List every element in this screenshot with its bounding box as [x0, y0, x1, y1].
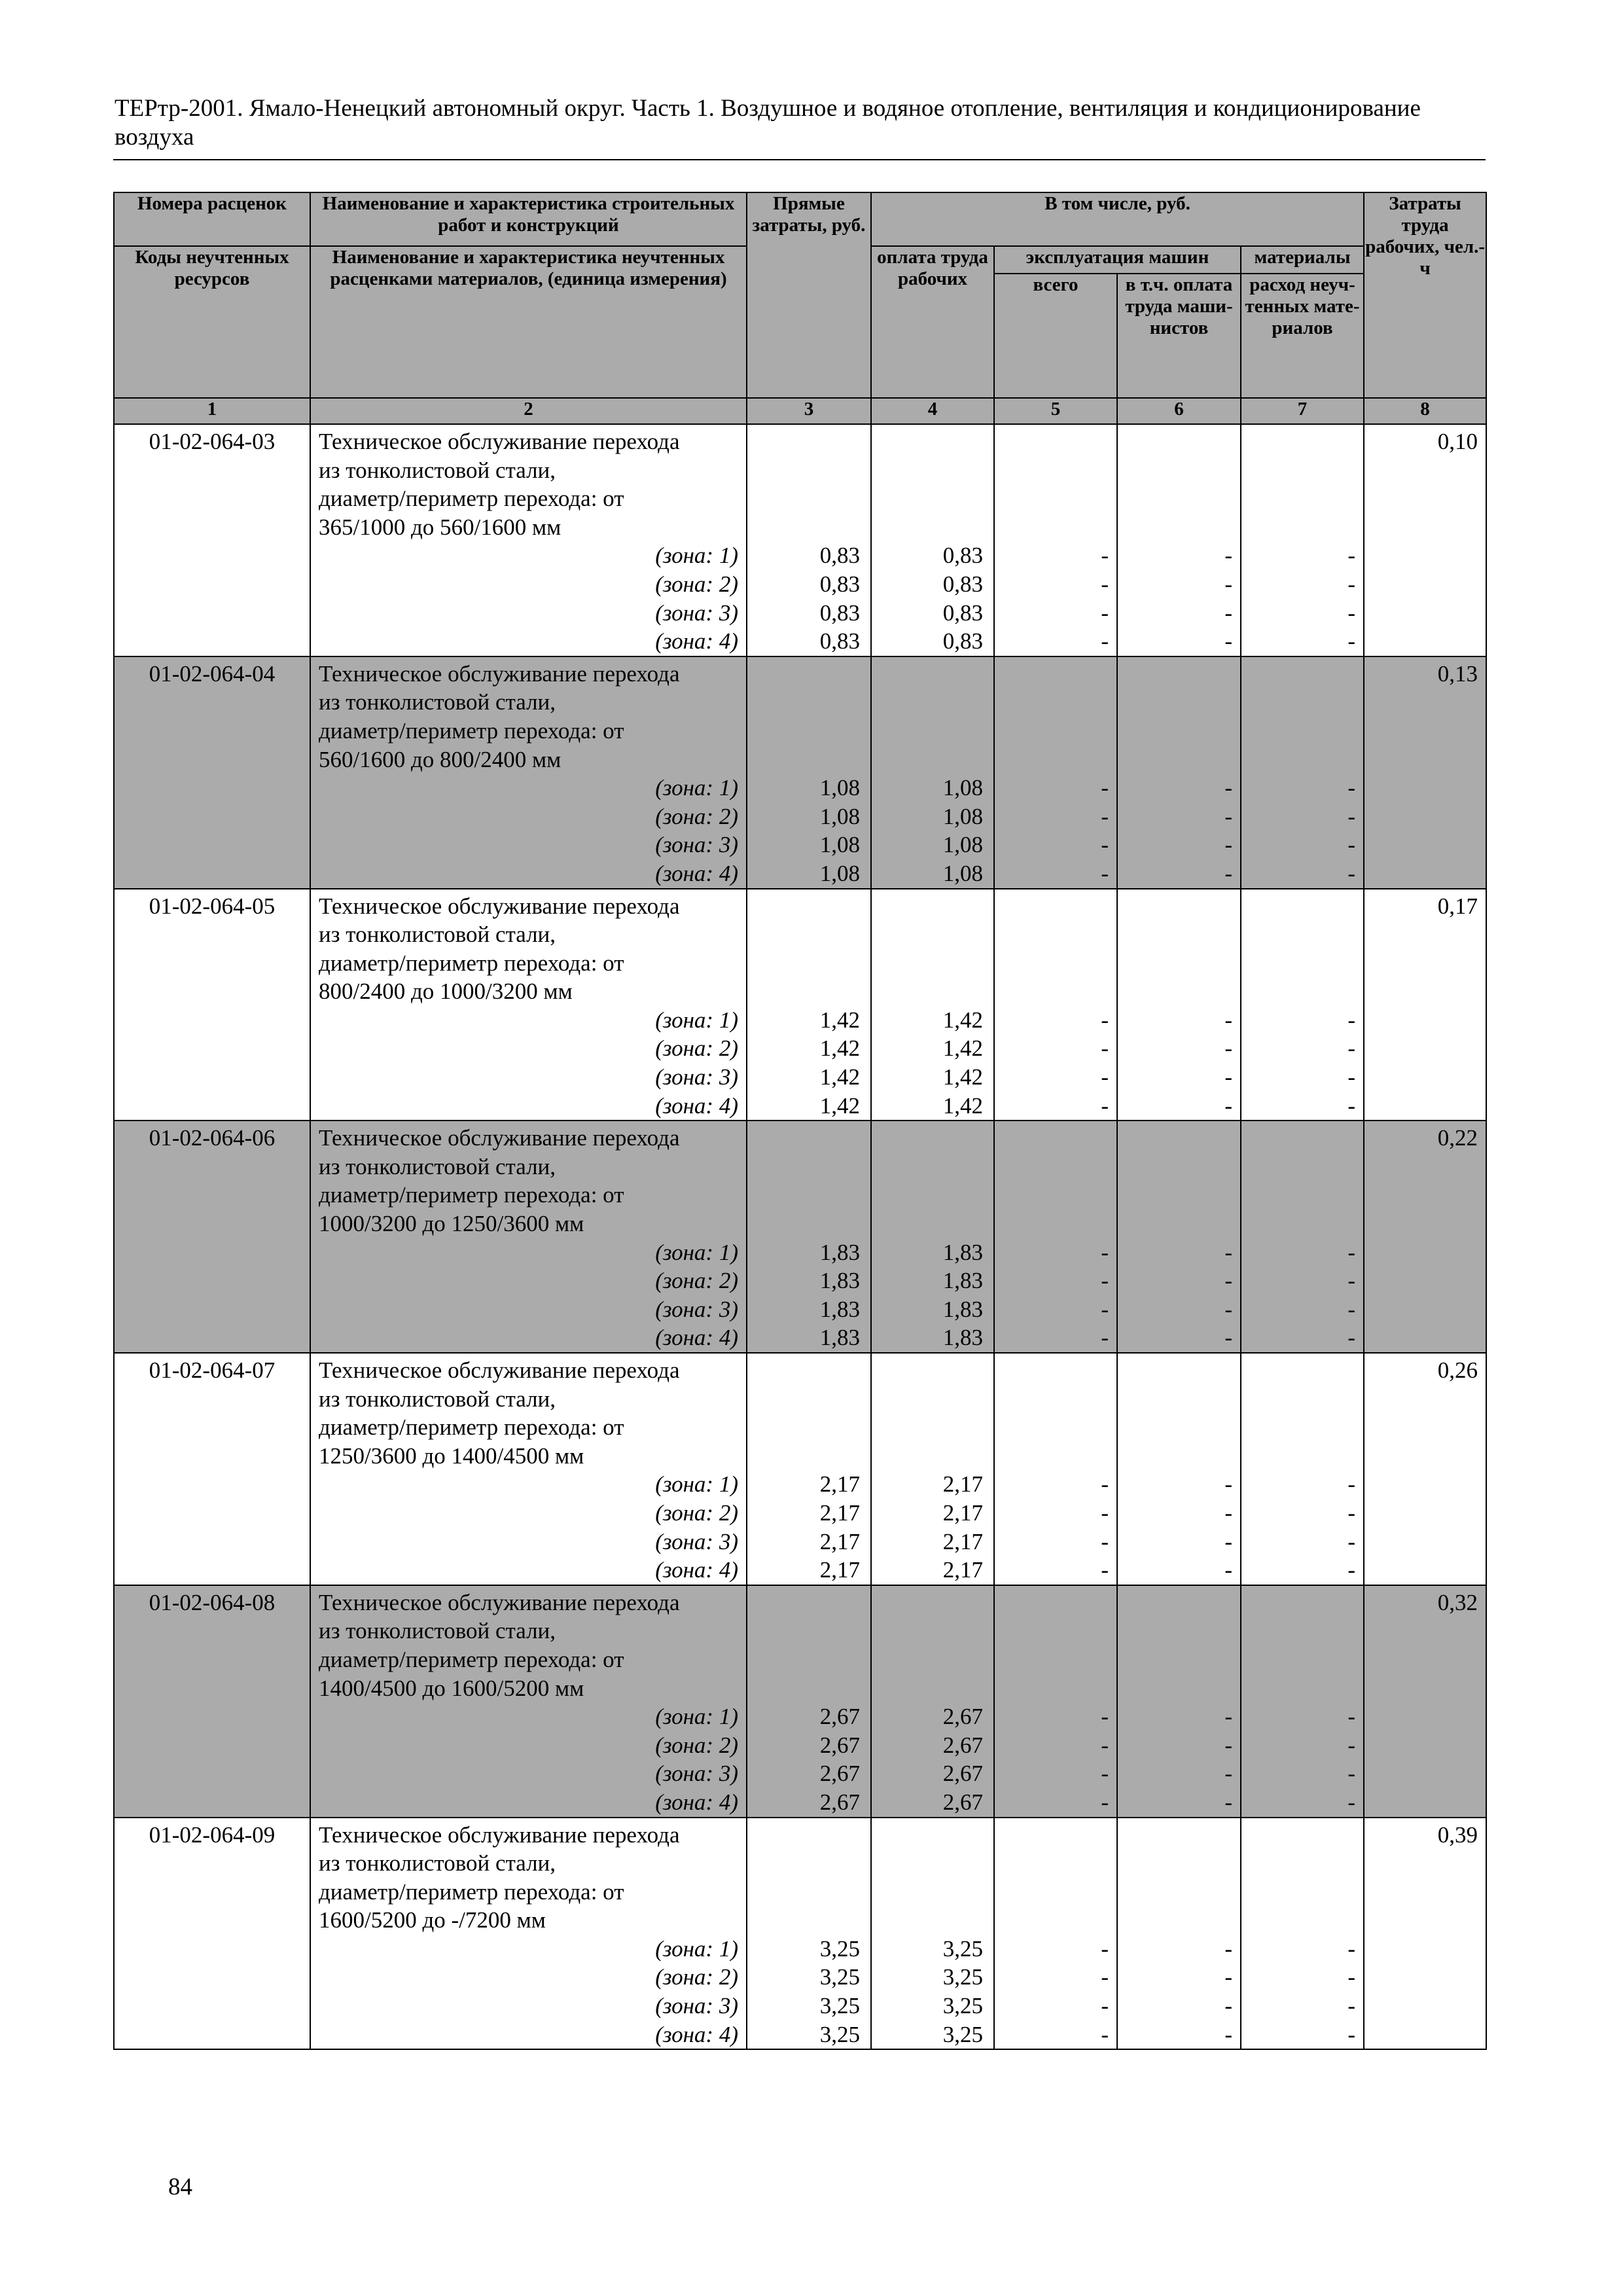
zone-label: (зона: 4) — [655, 1557, 738, 1583]
zone-label: (зона: 2) — [655, 1964, 738, 1990]
direct-cost-value: 1,42 — [819, 1064, 860, 1090]
description-line: диаметр/периметр перехода: от — [319, 950, 624, 976]
worker-wage-value: 2,17 — [942, 1557, 983, 1583]
labor-costs — [1364, 1121, 1486, 1353]
machinist-wage-value: - — [1224, 1239, 1232, 1265]
column-number: 2 — [310, 398, 747, 424]
zone-label: (зона: 1) — [655, 1239, 738, 1265]
machines-total-value: - — [1101, 1528, 1109, 1554]
header-work-name: Наименование и характеристика строительных работ и конструкций — [310, 192, 747, 246]
worker-wage-value: 2,67 — [942, 1732, 983, 1758]
machinist-wage-value: - — [1224, 1732, 1232, 1758]
labor-costs-value: 0,22 — [1437, 1125, 1478, 1151]
material-consumption-value: - — [1347, 628, 1356, 655]
worker-wage-value: 1,42 — [942, 1064, 983, 1090]
labor-costs-value: 0,26 — [1437, 1357, 1478, 1383]
direct-cost-value: 2,67 — [819, 1704, 860, 1730]
labor-costs — [1364, 656, 1486, 889]
header-machines: эксплуатация машин — [994, 246, 1241, 274]
column-number: 3 — [747, 398, 871, 424]
description-line: диаметр/периметр перехода: от — [319, 717, 624, 744]
description-line: Техническое обслуживание перехода — [319, 1589, 680, 1615]
machines-total-value: - — [1101, 1704, 1109, 1730]
material-consumption-value: - — [1347, 1239, 1356, 1265]
machinist-wage — [1117, 1585, 1241, 1818]
rate-code — [114, 424, 310, 656]
material-consumption-value: - — [1347, 1007, 1356, 1033]
rate-code — [114, 1121, 310, 1353]
machinist-wage-value: - — [1224, 1035, 1232, 1062]
description-line: из тонколистовой стали, — [319, 922, 556, 948]
rate-description — [310, 1818, 747, 2050]
direct-costs — [747, 1121, 871, 1353]
machines-total-value: - — [1101, 543, 1109, 569]
machinist-wage — [1117, 1121, 1241, 1353]
labor-costs — [1364, 1353, 1486, 1585]
machinist-wage-value: - — [1224, 803, 1232, 829]
header-labor-costs: Затраты труда рабочих, чел.-ч — [1364, 192, 1486, 398]
description-line: Техническое обслуживание перехода — [319, 1125, 680, 1151]
zone-label: (зона: 4) — [655, 860, 738, 886]
direct-cost-value: 3,25 — [819, 1993, 860, 2019]
machines-total-value: - — [1101, 1761, 1109, 1787]
direct-cost-value: 2,17 — [819, 1499, 860, 1526]
machinist-wage-value: - — [1224, 1325, 1232, 1351]
zone-label: (зона: 4) — [655, 1789, 738, 1815]
material-consumption-value: - — [1347, 1064, 1356, 1090]
material-consumption-value: - — [1347, 1964, 1356, 1990]
direct-costs — [747, 1818, 871, 2050]
machinist-wage-value: - — [1224, 1268, 1232, 1294]
material-consumption — [1241, 1818, 1364, 2050]
labor-costs — [1364, 1818, 1486, 2050]
description-line: 560/1600 до 800/2400 мм — [319, 746, 562, 772]
header-including: В том числе, руб. — [871, 192, 1364, 246]
worker-wage-value: 1,08 — [942, 803, 983, 829]
worker-wage — [871, 1585, 994, 1818]
zone-label: (зона: 2) — [655, 1035, 738, 1062]
machinist-wage-value: - — [1224, 1993, 1232, 2019]
worker-wage-value: 1,83 — [942, 1268, 983, 1294]
material-consumption — [1241, 1121, 1364, 1353]
machines-total-value: - — [1101, 571, 1109, 597]
material-consumption-value: - — [1347, 1789, 1356, 1815]
direct-cost-value: 1,83 — [819, 1325, 860, 1351]
zone-label: (зона: 1) — [655, 775, 738, 801]
description-line: 800/2400 до 1000/3200 мм — [319, 978, 573, 1005]
direct-cost-value: 2,17 — [819, 1557, 860, 1583]
column-number: 7 — [1241, 398, 1364, 424]
material-consumption-value: - — [1347, 1704, 1356, 1730]
direct-cost-value: 1,42 — [819, 1035, 860, 1062]
material-consumption-value: - — [1347, 1092, 1356, 1119]
labor-costs — [1364, 424, 1486, 656]
rate-description — [310, 656, 747, 889]
description-line: диаметр/периметр перехода: от — [319, 1646, 624, 1672]
direct-cost-value: 2,67 — [819, 1732, 860, 1758]
table-row — [114, 889, 1486, 1121]
direct-cost-value: 0,83 — [819, 571, 860, 597]
machines-total-value: - — [1101, 1557, 1109, 1583]
material-consumption-value: - — [1347, 860, 1356, 886]
description-line: 1250/3600 до 1400/4500 мм — [319, 1443, 584, 1469]
material-consumption-value: - — [1347, 803, 1356, 829]
direct-cost-value: 0,83 — [819, 600, 860, 626]
machines-total — [994, 1353, 1117, 1585]
zone-label: (зона: 4) — [655, 1092, 738, 1119]
material-consumption-value: - — [1347, 600, 1356, 626]
direct-cost-value: 1,42 — [819, 1092, 860, 1119]
direct-cost-value: 3,25 — [819, 2021, 860, 2047]
column-number: 6 — [1117, 398, 1241, 424]
material-consumption-value: - — [1347, 775, 1356, 801]
zone-label: (зона: 2) — [655, 803, 738, 829]
header-material-name: Наименование и характеристика неучтенных расценками материалов, (единица измерения) — [310, 246, 747, 398]
rate-code-text: 01-02-064-03 — [149, 429, 276, 454]
worker-wage-value: 2,67 — [942, 1704, 983, 1730]
machines-total — [994, 424, 1117, 656]
material-consumption-value: - — [1347, 1499, 1356, 1526]
zone-label: (зона: 4) — [655, 1325, 738, 1351]
machinist-wage-value: - — [1224, 600, 1232, 626]
description-line: из тонколистовой стали, — [319, 1386, 556, 1412]
document-title: ТЕРтр-2001. Ямало-Ненецкий автономный округ. Часть 1. Воздушное и водяное отопление, вентиляция и кондиционирование воздуха — [115, 95, 1421, 151]
description-line: из тонколистовой стали, — [319, 689, 556, 715]
description-line: из тонколистовой стали, — [319, 1618, 556, 1644]
direct-cost-value: 3,25 — [819, 1964, 860, 1990]
worker-wage-value: 0,83 — [942, 628, 983, 655]
description-line: 1400/4500 до 1600/5200 мм — [319, 1675, 584, 1701]
machinist-wage-value: - — [1224, 628, 1232, 655]
direct-cost-value: 3,25 — [819, 1935, 860, 1962]
header-machinist-wage: в т.ч. оплата труда маши-нистов — [1117, 274, 1241, 398]
header-divider — [113, 159, 1486, 160]
zone-label: (зона: 3) — [655, 1064, 738, 1090]
worker-wage-value: 0,83 — [942, 600, 983, 626]
material-consumption — [1241, 424, 1364, 656]
direct-costs — [747, 1353, 871, 1585]
zone-label: (зона: 1) — [655, 543, 738, 569]
description-line: Техническое обслуживание перехода — [319, 1357, 680, 1383]
rate-code-text: 01-02-064-07 — [149, 1357, 276, 1383]
machines-total-value: - — [1101, 803, 1109, 829]
direct-costs — [747, 1585, 871, 1818]
rates-table-body — [114, 424, 1486, 2049]
description-line: 1000/3200 до 1250/3600 мм — [319, 1211, 584, 1237]
labor-costs-value: 0,13 — [1437, 660, 1478, 687]
machines-total — [994, 1818, 1117, 2050]
zone-label: (зона: 4) — [655, 628, 738, 655]
description-line: 365/1000 до 560/1600 мм — [319, 514, 562, 540]
machinist-wage-value: - — [1224, 832, 1232, 858]
zone-label: (зона: 3) — [655, 1528, 738, 1554]
worker-wage-value: 2,67 — [942, 1761, 983, 1787]
machinist-wage-value: - — [1224, 543, 1232, 569]
labor-costs-value: 0,32 — [1437, 1589, 1478, 1615]
worker-wage-value: 1,83 — [942, 1239, 983, 1265]
machines-total-value: - — [1101, 1789, 1109, 1815]
zone-label: (зона: 1) — [655, 1007, 738, 1033]
machines-total-value: - — [1101, 1007, 1109, 1033]
material-consumption — [1241, 1585, 1364, 1818]
material-consumption-value: - — [1347, 1732, 1356, 1758]
rate-code — [114, 1818, 310, 2050]
zone-label: (зона: 3) — [655, 1993, 738, 2019]
worker-wage-value: 1,42 — [942, 1035, 983, 1062]
rate-code-text: 01-02-064-06 — [149, 1125, 276, 1151]
machinist-wage-value: - — [1224, 1528, 1232, 1554]
machines-total-value: - — [1101, 600, 1109, 626]
worker-wage-value: 0,83 — [942, 543, 983, 569]
table-row — [114, 424, 1486, 656]
machinist-wage-value: - — [1224, 1471, 1232, 1498]
direct-cost-value: 0,83 — [819, 628, 860, 655]
description-line: 1600/5200 до -/7200 мм — [319, 1907, 546, 1933]
table-row — [114, 1585, 1486, 1818]
machines-total — [994, 889, 1117, 1121]
machines-total — [994, 1585, 1117, 1818]
labor-costs — [1364, 889, 1486, 1121]
worker-wage-value: 2,17 — [942, 1471, 983, 1498]
worker-wage — [871, 1353, 994, 1585]
column-number: 1 — [114, 398, 310, 424]
rate-code-text: 01-02-064-08 — [149, 1589, 276, 1615]
worker-wage-value: 1,08 — [942, 860, 983, 886]
description-line: Техническое обслуживание перехода — [319, 893, 680, 919]
machines-total-value: - — [1101, 1092, 1109, 1119]
machinist-wage-value: - — [1224, 1007, 1232, 1033]
material-consumption-value: - — [1347, 571, 1356, 597]
description-line: диаметр/периметр перехода: от — [319, 1182, 624, 1208]
zone-label: (зона: 3) — [655, 1296, 738, 1322]
material-consumption-value: - — [1347, 1325, 1356, 1351]
direct-cost-value: 1,08 — [819, 860, 860, 886]
machines-total-value: - — [1101, 1993, 1109, 2019]
table-row — [114, 1121, 1486, 1353]
worker-wage — [871, 1818, 994, 2050]
machines-total-value: - — [1101, 1499, 1109, 1526]
zone-label: (зона: 2) — [655, 571, 738, 597]
direct-cost-value: 2,17 — [819, 1528, 860, 1554]
worker-wage — [871, 889, 994, 1121]
header-worker-wage: оплата труда рабочих — [871, 246, 994, 398]
rate-code — [114, 656, 310, 889]
direct-cost-value: 0,83 — [819, 543, 860, 569]
machines-total-value: - — [1101, 832, 1109, 858]
labor-costs — [1364, 1585, 1486, 1818]
description-line: диаметр/периметр перехода: от — [319, 486, 624, 512]
worker-wage-value: 1,83 — [942, 1296, 983, 1322]
machines-total — [994, 656, 1117, 889]
worker-wage-value: 1,42 — [942, 1007, 983, 1033]
worker-wage-value: 0,83 — [942, 571, 983, 597]
zone-label: (зона: 4) — [655, 2021, 738, 2047]
page-number: 84 — [168, 2174, 192, 2200]
zone-label: (зона: 3) — [655, 1761, 738, 1787]
material-consumption-value: - — [1347, 1268, 1356, 1294]
material-consumption-value: - — [1347, 1557, 1356, 1583]
description-line: Техническое обслуживание перехода — [319, 429, 680, 454]
rate-code — [114, 889, 310, 1121]
direct-cost-value: 1,08 — [819, 803, 860, 829]
table-row — [114, 656, 1486, 889]
material-consumption — [1241, 656, 1364, 889]
rate-code-text: 01-02-064-09 — [149, 1821, 276, 1848]
worker-wage — [871, 656, 994, 889]
material-consumption — [1241, 889, 1364, 1121]
machines-total-value: - — [1101, 1964, 1109, 1990]
worker-wage-value: 1,83 — [942, 1325, 983, 1351]
machines-total-value: - — [1101, 2021, 1109, 2047]
column-number: 4 — [871, 398, 994, 424]
description-line: из тонколистовой стали, — [319, 457, 556, 483]
machinist-wage — [1117, 889, 1241, 1121]
machinist-wage — [1117, 1818, 1241, 2050]
direct-cost-value: 1,83 — [819, 1296, 860, 1322]
rate-description — [310, 889, 747, 1121]
zone-label: (зона: 2) — [655, 1499, 738, 1526]
material-consumption-value: - — [1347, 2021, 1356, 2047]
zone-label: (зона: 1) — [655, 1471, 738, 1498]
worker-wage-value: 1,08 — [942, 832, 983, 858]
material-consumption — [1241, 1353, 1364, 1585]
rate-code — [114, 1353, 310, 1585]
direct-cost-value: 1,08 — [819, 832, 860, 858]
worker-wage-value: 2,17 — [942, 1528, 983, 1554]
machines-total-value: - — [1101, 1268, 1109, 1294]
machines-total-value: - — [1101, 775, 1109, 801]
material-consumption-value: - — [1347, 832, 1356, 858]
header-material-consumption: расход неуч-тенных мате-риалов — [1241, 274, 1364, 398]
machinist-wage — [1117, 656, 1241, 889]
zone-label: (зона: 3) — [655, 600, 738, 626]
machinist-wage-value: - — [1224, 1789, 1232, 1815]
header-rate-numbers: Номера расценок — [114, 192, 310, 246]
material-consumption-value: - — [1347, 543, 1356, 569]
material-consumption-value: - — [1347, 1761, 1356, 1787]
machinist-wage-value: - — [1224, 571, 1232, 597]
machines-total-value: - — [1101, 1064, 1109, 1090]
rate-code — [114, 1585, 310, 1818]
machines-total — [994, 1121, 1117, 1353]
worker-wage-value: 3,25 — [942, 1993, 983, 2019]
header-materials: материалы — [1241, 246, 1364, 274]
direct-cost-value: 1,42 — [819, 1007, 860, 1033]
machines-total-value: - — [1101, 1239, 1109, 1265]
machinist-wage-value: - — [1224, 1296, 1232, 1322]
direct-cost-value: 2,17 — [819, 1471, 860, 1498]
worker-wage — [871, 1121, 994, 1353]
direct-costs — [747, 424, 871, 656]
machines-total-value: - — [1101, 1732, 1109, 1758]
machinist-wage-value: - — [1224, 860, 1232, 886]
zone-label: (зона: 1) — [655, 1935, 738, 1962]
zone-label: (зона: 2) — [655, 1268, 738, 1294]
machinist-wage-value: - — [1224, 1761, 1232, 1787]
direct-cost-value: 1,08 — [819, 775, 860, 801]
machinist-wage-value: - — [1224, 775, 1232, 801]
machines-total-value: - — [1101, 860, 1109, 886]
description-line: диаметр/периметр перехода: от — [319, 1414, 624, 1441]
machinist-wage-value: - — [1224, 1935, 1232, 1962]
machines-total-value: - — [1101, 1935, 1109, 1962]
rate-description — [310, 1121, 747, 1353]
machinist-wage-value: - — [1224, 1557, 1232, 1583]
material-consumption-value: - — [1347, 1296, 1356, 1322]
machinist-wage-value: - — [1224, 1704, 1232, 1730]
description-line: из тонколистовой стали, — [319, 1153, 556, 1179]
description-line: Техническое обслуживание перехода — [319, 660, 680, 687]
header-direct-costs: Прямые затраты, руб. — [747, 192, 871, 398]
description-line: из тонколистовой стали, — [319, 1850, 556, 1876]
labor-costs-value: 0,39 — [1437, 1821, 1478, 1848]
column-number: 5 — [994, 398, 1117, 424]
direct-cost-value: 1,83 — [819, 1268, 860, 1294]
worker-wage-value: 2,67 — [942, 1789, 983, 1815]
rate-description — [310, 424, 747, 656]
worker-wage — [871, 424, 994, 656]
worker-wage-value: 3,25 — [942, 1964, 983, 1990]
description-line: диаметр/периметр перехода: от — [319, 1878, 624, 1905]
direct-costs — [747, 889, 871, 1121]
column-number: 8 — [1364, 398, 1486, 424]
labor-costs-value: 0,10 — [1437, 429, 1478, 454]
zone-label: (зона: 1) — [655, 1704, 738, 1730]
zone-label: (зона: 3) — [655, 832, 738, 858]
worker-wage-value: 2,17 — [942, 1499, 983, 1526]
machinist-wage-value: - — [1224, 1064, 1232, 1090]
direct-costs — [747, 656, 871, 889]
machines-total-value: - — [1101, 1296, 1109, 1322]
table-row — [114, 1353, 1486, 1585]
labor-costs-value: 0,17 — [1437, 893, 1478, 919]
machinist-wage-value: - — [1224, 1964, 1232, 1990]
header-resource-codes: Коды неучтенных ресурсов — [114, 246, 310, 398]
machines-total-value: - — [1101, 1035, 1109, 1062]
machinist-wage — [1117, 1353, 1241, 1585]
machines-total-value: - — [1101, 1325, 1109, 1351]
direct-cost-value: 2,67 — [819, 1789, 860, 1815]
material-consumption-value: - — [1347, 1993, 1356, 2019]
machines-total-value: - — [1101, 1471, 1109, 1498]
machinist-wage-value: - — [1224, 1092, 1232, 1119]
rates-table — [113, 192, 1487, 2050]
material-consumption-value: - — [1347, 1471, 1356, 1498]
machines-total-value: - — [1101, 628, 1109, 655]
direct-cost-value: 1,83 — [819, 1239, 860, 1265]
worker-wage-value: 1,08 — [942, 775, 983, 801]
table-row — [114, 1818, 1486, 2050]
material-consumption-value: - — [1347, 1035, 1356, 1062]
worker-wage-value: 3,25 — [942, 1935, 983, 1962]
material-consumption-value: - — [1347, 1528, 1356, 1554]
machinist-wage — [1117, 424, 1241, 656]
header-machines-total: всего — [994, 274, 1117, 398]
direct-cost-value: 2,67 — [819, 1761, 860, 1787]
rate-code-text: 01-02-064-04 — [149, 660, 276, 687]
description-line: Техническое обслуживание перехода — [319, 1821, 680, 1848]
worker-wage-value: 1,42 — [942, 1092, 983, 1119]
machinist-wage-value: - — [1224, 1499, 1232, 1526]
rate-code-text: 01-02-064-05 — [149, 893, 276, 919]
worker-wage-value: 3,25 — [942, 2021, 983, 2047]
machinist-wage-value: - — [1224, 2021, 1232, 2047]
rate-description — [310, 1585, 747, 1818]
rate-description — [310, 1353, 747, 1585]
material-consumption-value: - — [1347, 1935, 1356, 1962]
zone-label: (зона: 2) — [655, 1732, 738, 1758]
